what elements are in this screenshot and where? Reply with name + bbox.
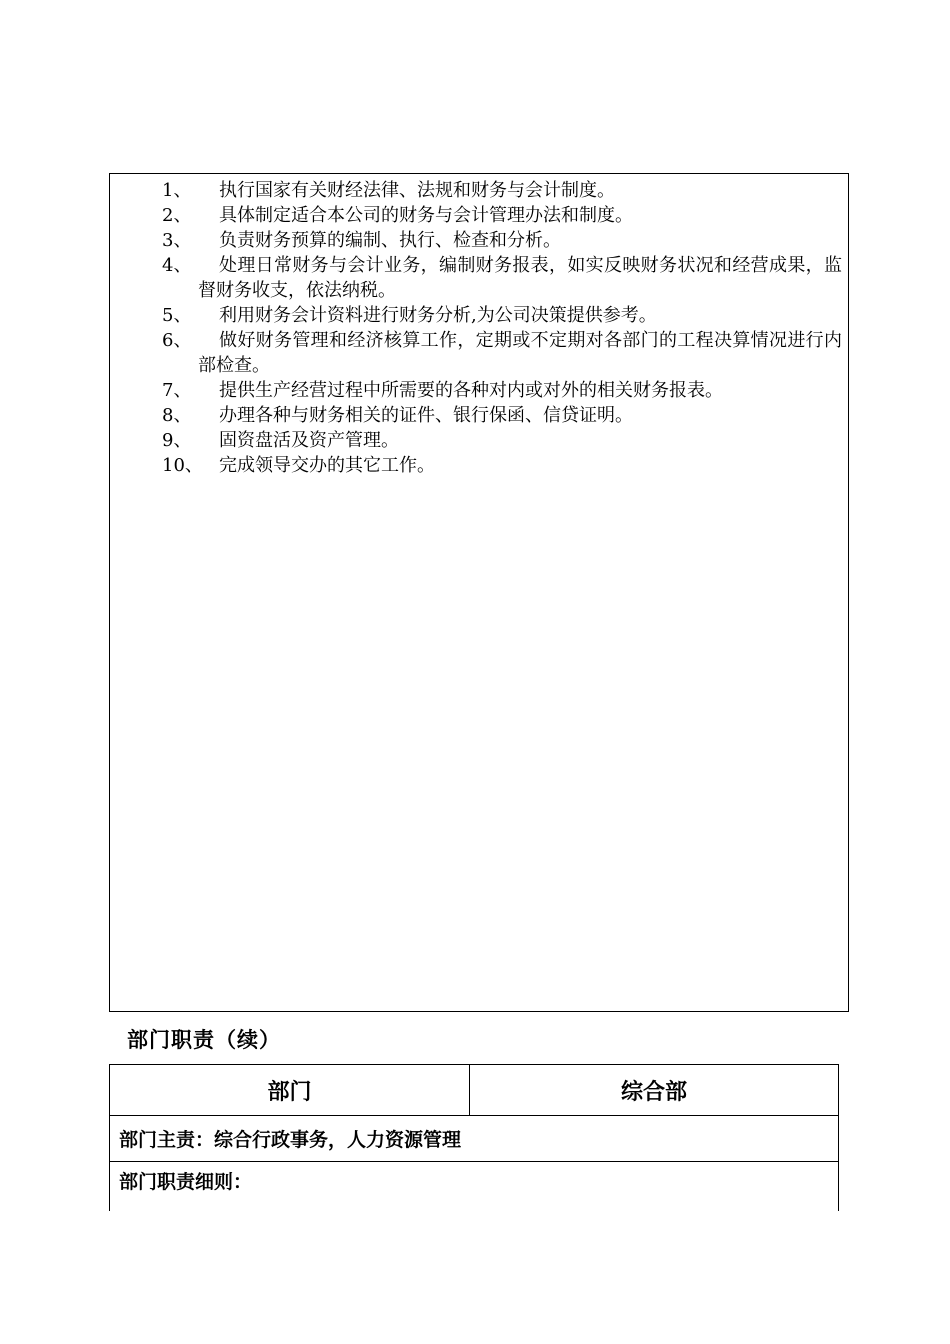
duty-text: 办理各种与财务相关的证件、银行保函、信贷证明。 [219, 405, 633, 426]
duty-item [162, 328, 842, 378]
duty-item [162, 178, 842, 203]
duty-number: 10、 [162, 455, 203, 476]
duty-item [162, 453, 842, 478]
duty-text: 负责财务预算的编制、执行、检查和分析。 [219, 230, 561, 251]
duty-item [162, 403, 842, 428]
table-header-row [110, 1065, 839, 1116]
duty-number: 3、 [162, 230, 192, 251]
duty-text: 提供生产经营过程中所需要的各种对内或对外的相关财务报表。 [219, 380, 723, 401]
dept-label-cell: 部门 [110, 1065, 470, 1116]
table-row [110, 1116, 839, 1162]
duty-number: 7、 [162, 380, 192, 401]
duties-box [109, 173, 849, 1012]
duty-item [162, 428, 842, 453]
duty-number: 2、 [162, 205, 192, 226]
duty-number: 8、 [162, 405, 192, 426]
department-table [109, 1064, 839, 1211]
dept-value-cell: 综合部 [470, 1065, 839, 1116]
duty-item [162, 203, 842, 228]
duty-text: 具体制定适合本公司的财务与会计管理办法和制度。 [219, 205, 633, 226]
table-row [110, 1162, 839, 1212]
duty-text: 固资盘活及资产管理。 [219, 430, 399, 451]
main-duty-cell: 部门主责：综合行政事务，人力资源管理 [110, 1116, 839, 1162]
detail-label-cell: 部门职责细则： [110, 1162, 839, 1212]
duty-text: 做好财务管理和经济核算工作，定期或不定期对各部门的工程决算情况进行内部检查。 [198, 330, 842, 376]
duty-item [162, 228, 842, 253]
duty-number: 1、 [162, 180, 192, 201]
duty-text: 利用财务会计资料进行财务分析,为公司决策提供参考。 [219, 305, 657, 326]
duty-item [162, 303, 842, 328]
duty-text: 完成领导交办的其它工作。 [219, 455, 435, 476]
duty-text: 处理日常财务与会计业务，编制财务报表，如实反映财务状况和经营成果，监督财务收支，依法纳税。 [198, 255, 842, 301]
duty-number: 9、 [162, 430, 192, 451]
duty-number: 4、 [162, 255, 192, 276]
duty-item [162, 253, 842, 303]
duty-item [162, 378, 842, 403]
duty-number: 5、 [162, 305, 192, 326]
duty-list [162, 178, 842, 478]
duty-text: 执行国家有关财经法律、法规和财务与会计制度。 [219, 180, 615, 201]
duty-number: 6、 [162, 330, 192, 351]
section-title: 部门职责（续） [127, 1027, 281, 1052]
